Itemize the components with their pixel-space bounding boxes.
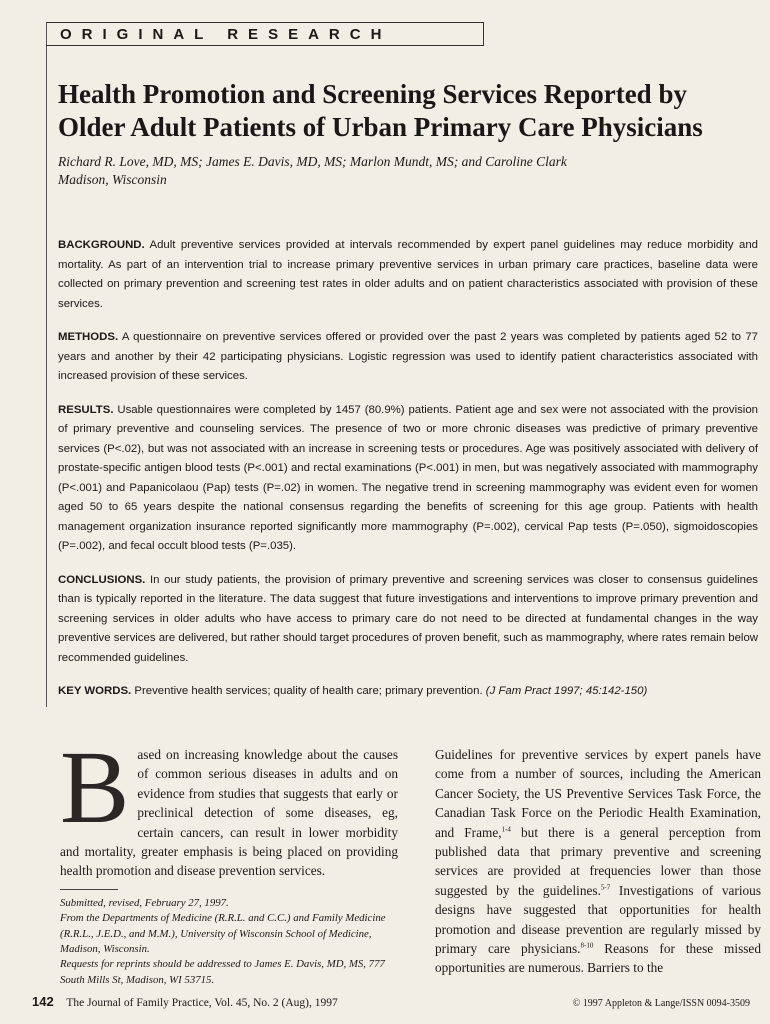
section-tag: ORIGINAL RESEARCH xyxy=(46,22,484,46)
drop-cap: B xyxy=(60,730,130,845)
conclusions-label: CONCLUSIONS. xyxy=(58,573,146,586)
background-text: Adult preventive services provided at intervals recommended by expert panel guidelines may reduce morbidity and mortality. As part of an intervention trial to increase primary preventive services in urban primary care practices, baseline data were collected on primary prevention and screening test rates in older adults and on patient characteristics associated with provision of these services. xyxy=(58,239,758,310)
author-location: Madison, Wisconsin xyxy=(58,172,167,187)
keywords-text: Preventive health services; quality of health care; primary prevention. xyxy=(134,685,483,697)
footer-left xyxy=(32,994,338,1009)
abstract-conclusions xyxy=(58,571,758,669)
body-column-right xyxy=(435,745,761,978)
journal-info: The Journal of Family Practice, Vol. 45, No. 2 (Aug), 1997 xyxy=(66,997,338,1009)
journal-citation: (J Fam Pract 1997; 45:142-150) xyxy=(485,685,648,697)
footnote-submitted: Submitted, revised, February 27, 1997. xyxy=(60,896,229,909)
results-label: RESULTS. xyxy=(58,403,114,416)
intro-text: ased on increasing knowledge about the causes of common serious diseases in adults and on evidence from studies that suggests that early or preclinical detection of some diseases, eg, certain cancers, can result in lower morbidity and mortality, greater emphasis is being placed on providing health promotion and disease prevention services. xyxy=(60,747,398,879)
methods-label: METHODS. xyxy=(58,331,119,343)
keywords-label: KEY WORDS. xyxy=(58,685,132,697)
guidelines-text-1: Guidelines for preventive services by expert panels have come from a number of sources, including the American Cancer Society, the US Preventive Services Task Force, the Canadian Task Force on the Periodic Health Examination, and Frame, xyxy=(435,747,761,840)
guidelines-text-3: Investigations of various designs have suggested that opportunities for health promotion and disease prevention are regularly missed by primary care physicians. xyxy=(435,882,762,957)
page-footer xyxy=(32,994,750,1009)
reference-3: 8-10 xyxy=(580,941,594,950)
body-column-left xyxy=(60,730,398,988)
guidelines-text-2: but there is a general perception from published data that primary preventive and screening services are provided at frequencies lower than those suggested by the guidelines. xyxy=(435,824,761,898)
article-title: Health Promotion and Screening Services Reported by Older Adult Patients of Urban Primary Care Physicians xyxy=(58,79,703,142)
guidelines-paragraph xyxy=(435,745,761,978)
guidelines-text-4: Reasons for these missed opportunities are numerous. Barriers to the xyxy=(435,941,761,976)
footnote-reprints: Requests for reprints should be addressed to James E. Davis, MD, MS, 777 South Mills St, Madison, WI 53715. xyxy=(60,958,385,986)
reference-1: 1-4 xyxy=(501,825,511,834)
abstract-keywords xyxy=(58,682,758,702)
background-label: BACKGROUND. xyxy=(58,239,145,251)
footnote-departments: From the Departments of Medicine (R.R.L. and C.C.) and Family Medicine (R.R.L., J.E.D., and M.M.), University of Wisconsin School of Medicine, Madison, Wisconsin. xyxy=(60,912,386,956)
copyright: © 1997 Appleton & Lange/ISSN 0094-3509 xyxy=(572,998,750,1009)
page-number: 142 xyxy=(32,994,54,1009)
left-margin-rule xyxy=(46,22,47,707)
abstract-background xyxy=(58,236,758,314)
conclusions-text: In our study patients, the provision of primary preventive and screening services was closer to consensus guidelines than is typically reported in the literature. The data suggest that future investigations and interventions to improve primary prevention and screening services in older adults who have access to primary care do not need to be directed at fundamental changes in the way preventive services are delivered, but rather should target procedures of proven benefit, such as mammography, where rates remain below recommended guidelines. xyxy=(58,573,759,664)
reference-2: 5-7 xyxy=(600,883,611,892)
abstract-methods xyxy=(58,328,758,387)
footnote xyxy=(60,896,398,988)
author-list: Richard R. Love, MD, MS; James E. Davis, MD, MS; Marlon Mundt, MS; and Caroline Clark xyxy=(58,154,567,169)
intro-paragraph xyxy=(60,730,398,881)
author-block xyxy=(58,153,748,189)
abstract xyxy=(58,236,758,716)
abstract-results xyxy=(58,401,758,557)
results-text: Usable questionnaires were completed by 1457 (80.9%) patients. Patient age and sex were not associated with the provision of primary preventive and counseling services. The presence of two or more chronic diseases was predictive of primary preventive services (P<.02), but was not associated with an increase in screening tests or procedures. Age was positively associated with delivery of prostate-specific antigen blood tests (P<.001) and rectal examinations (P<.001) in men, but was negatively associated with mammography (P<.001) and Papanicolaou (Pap) tests (P=.02) in women. The negative trend in screening mammography was evident even for women aged 50 to 65 years despite the national consensus regarding the benefits of screening for this age group. Patients with health management organization insurance reported significantly more mammography (P=.002), cervical Pap tests (P=.050), sigmoidoscopies (P=.002), and fecal occult blood tests (P=.035). xyxy=(58,403,758,552)
footnote-divider xyxy=(60,889,118,890)
methods-text: A questionnaire on preventive services offered or provided over the past 2 years was completed by patients aged 52 to 77 years and another by their 42 participating physicians. Logistic regression was used to identify patient characteristics associated with increased provision of these services. xyxy=(58,331,758,382)
